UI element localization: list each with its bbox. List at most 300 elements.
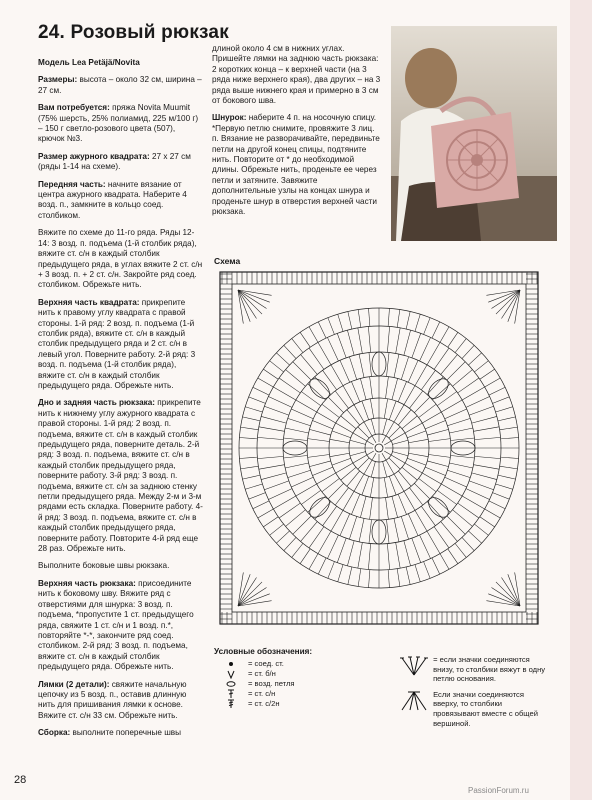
diagram-stitch bbox=[415, 365, 427, 386]
diagram-stitch bbox=[475, 437, 501, 439]
diagram-stitch bbox=[408, 360, 418, 382]
crochet-diagram bbox=[214, 266, 544, 630]
diagram-stitch bbox=[362, 401, 369, 420]
diagram-stitch bbox=[286, 510, 306, 527]
col1-paragraphs bbox=[38, 75, 203, 738]
paragraph-text: прикрепите нить к правому углу квадрата с правой стороны. 1-й ряд: 2 возд. п. подъема (1-й столбик ряда), вяжите ст. с/н в каждый столбик предыдущего ряда и 2 ст. с/н в левый угол. Поверните работу. 2-й ряд: 3 возд. п. подъема (1-й столбик ряда), вяжите ст. с/н в каждый столбик предыдущего ряда. Обрежьте нить. bbox=[38, 297, 196, 390]
diagram-stitch bbox=[359, 518, 364, 541]
diagram-stitch bbox=[500, 466, 518, 469]
instructions-column-1 bbox=[38, 58, 203, 746]
diagram-stitch bbox=[335, 488, 348, 505]
diagram-stitch bbox=[347, 541, 354, 566]
diagram-stitch bbox=[409, 391, 422, 408]
paragraph-heading: Размеры: bbox=[38, 75, 78, 85]
diagram-stitch bbox=[466, 489, 490, 500]
diagram-stitch bbox=[332, 431, 351, 438]
v-icon bbox=[214, 670, 248, 679]
page-title: 24. Розовый рюкзак bbox=[38, 22, 229, 43]
diagram-stitch bbox=[455, 543, 466, 557]
diagram-stitch bbox=[389, 401, 396, 420]
diagram-stitch bbox=[284, 456, 308, 459]
diagram-stitch bbox=[387, 326, 389, 352]
diagram-stitch bbox=[394, 474, 404, 491]
diagram-stitch bbox=[383, 462, 387, 477]
diagram-stitch bbox=[498, 475, 516, 479]
paragraph-heading: Лямки (2 детали): bbox=[38, 679, 110, 689]
diagram-stitch bbox=[404, 491, 415, 510]
diagram-stitch bbox=[449, 463, 472, 468]
corner-fan-stitch bbox=[486, 290, 520, 295]
diagram-stitch bbox=[284, 537, 296, 550]
paragraph bbox=[38, 152, 203, 173]
diagram-stitch bbox=[498, 417, 516, 421]
diagram-stitch bbox=[424, 562, 431, 579]
diagram-stitch bbox=[301, 392, 320, 406]
diagram-stitch bbox=[405, 463, 422, 473]
diagram-stitch bbox=[360, 496, 366, 517]
diagram-stitch bbox=[241, 466, 259, 469]
paragraph-heading: Сборка: bbox=[38, 728, 71, 738]
diagram-stitch bbox=[245, 484, 262, 489]
diagram-stitch bbox=[449, 428, 472, 433]
paragraph-text: выполните поперечные швы bbox=[70, 728, 182, 738]
diagram-stitch bbox=[440, 554, 449, 570]
diagram-stitch bbox=[264, 406, 288, 415]
diagram-stitch bbox=[309, 348, 324, 369]
diagram-stitch bbox=[253, 501, 269, 509]
diagram-stitch bbox=[296, 400, 317, 412]
diagram-stitch bbox=[437, 490, 456, 504]
diagram-stitch bbox=[493, 493, 510, 500]
diagram-stitch bbox=[474, 361, 488, 372]
diagram-stitch bbox=[328, 483, 344, 499]
paragraph-text: пряжа Novita Muumit (75% шерсть, 25% полиамид, 225 м/100 г) – 150 г светло-розового цвета (507), крючок №3. bbox=[38, 103, 199, 144]
oval-icon bbox=[214, 680, 248, 688]
diagram-stitch bbox=[392, 378, 398, 399]
paragraph-heading: Вам потребуется: bbox=[38, 103, 110, 113]
diagram-stitch bbox=[398, 494, 406, 514]
diagram-stitch bbox=[415, 314, 420, 331]
diagram-stitch bbox=[301, 522, 318, 542]
legend-item bbox=[214, 689, 394, 699]
legend-list bbox=[214, 659, 394, 709]
corner-fan-stitch bbox=[238, 290, 262, 314]
diagram-stitch bbox=[338, 565, 343, 582]
corner-fan-stitch bbox=[238, 582, 262, 606]
diagram-stitch bbox=[434, 348, 449, 369]
diagram-stitch bbox=[323, 506, 337, 525]
diagram-stitch bbox=[401, 357, 408, 380]
diagram-stitch bbox=[384, 441, 391, 445]
paragraph-text: Вяжите по схеме до 11-го ряда. Ряды 12-14: 3 возд. п. подъема (1-й столбик ряда), вяжите ст. с/н в каждый столбик предыдущего ряда, в углах вяжите 2 ст. с/н + 3 возд. п. + 2 ст. с/н. Закройте ряд соед. столбиком. Обрежьте нить. bbox=[38, 228, 203, 290]
diagram-stitch bbox=[485, 378, 501, 387]
paragraph bbox=[38, 398, 203, 554]
diagram-stitch bbox=[318, 531, 331, 554]
diagram-stitch bbox=[308, 439, 330, 442]
diagram-stitch bbox=[257, 456, 283, 458]
diagram-stitch bbox=[427, 531, 440, 554]
paragraph bbox=[38, 75, 203, 96]
paragraph-heading: Дно и задняя часть рюкзака: bbox=[38, 398, 156, 408]
diagram-stitch bbox=[468, 353, 481, 365]
diagram-stitch bbox=[397, 569, 400, 587]
diagram-stitch bbox=[328, 318, 335, 335]
diagram-stitch bbox=[420, 535, 431, 559]
diagram-stitch bbox=[349, 516, 356, 539]
diagram-stitch bbox=[475, 456, 501, 458]
paragraph-text: Выполните боковые швы рюкзака. bbox=[38, 561, 170, 571]
diagram-stitch bbox=[318, 322, 326, 338]
diagram-stitch bbox=[441, 355, 458, 375]
diagram-stitch bbox=[268, 396, 292, 407]
diagram-stitch bbox=[340, 360, 350, 382]
diagram-stitch bbox=[358, 458, 369, 469]
diagram-stitch bbox=[384, 399, 387, 419]
diagram-stitch bbox=[332, 458, 351, 465]
diagram-stitch bbox=[279, 378, 300, 393]
diagram-stitch bbox=[328, 397, 344, 413]
diagram-stitch bbox=[241, 427, 259, 430]
legend-text: = ст. с/2н bbox=[248, 699, 280, 708]
diagram-stitch bbox=[370, 498, 373, 520]
diagram-stitch bbox=[369, 520, 372, 544]
corner-fan-stitch bbox=[515, 290, 520, 324]
diagram-stitch bbox=[382, 453, 386, 460]
diagram-stitch bbox=[489, 501, 505, 509]
diagram-stitch bbox=[362, 476, 369, 495]
diagram-stitch bbox=[309, 461, 330, 467]
legend-note-text: Если значки соединяются вверху, то столбики провязывают вместе с общей вершиной. bbox=[433, 689, 538, 728]
diagram-stitch bbox=[293, 362, 311, 380]
diagram-stitch bbox=[336, 423, 353, 433]
diagram-stitch bbox=[338, 314, 343, 331]
diagram-stitch bbox=[386, 498, 389, 520]
diagram-stitch bbox=[474, 427, 500, 432]
diagram-stitch bbox=[406, 312, 410, 330]
diagram-stitch bbox=[253, 387, 269, 395]
diagram-stitch bbox=[466, 396, 490, 407]
diagram-stitch bbox=[354, 405, 364, 422]
diagram-stitch bbox=[360, 378, 366, 399]
diagram-stitch bbox=[335, 391, 348, 408]
diagram-stitch bbox=[318, 558, 326, 574]
photo-illustration bbox=[391, 26, 557, 241]
diagram-stitch bbox=[372, 436, 376, 443]
legend-text: = ст. б/н bbox=[248, 669, 276, 678]
diagram-stitch bbox=[273, 387, 296, 400]
diagram-stitch bbox=[291, 477, 313, 487]
diagram-stitch bbox=[384, 478, 387, 498]
diagram-stitch bbox=[393, 452, 408, 456]
paragraph bbox=[38, 728, 203, 738]
diagram-stitch bbox=[343, 386, 354, 405]
diagram-stitch bbox=[330, 439, 350, 442]
diagram-stitch bbox=[489, 387, 505, 395]
diagram-stitch bbox=[309, 554, 318, 570]
diagram-stitch bbox=[323, 370, 337, 389]
diagram-stitch bbox=[453, 370, 473, 387]
diagram-stitch bbox=[370, 377, 373, 399]
backpack-photo bbox=[391, 26, 557, 241]
diagram-stitch bbox=[404, 330, 411, 355]
diagram-stitch bbox=[462, 387, 485, 400]
diagram-stitch bbox=[447, 516, 465, 534]
diagram-stitch bbox=[343, 491, 354, 510]
diagram-stitch bbox=[331, 510, 343, 531]
diagram-stitch bbox=[292, 543, 303, 557]
diagram-stitch bbox=[388, 308, 389, 326]
diagram-stitch bbox=[447, 418, 470, 425]
diagram-stitch bbox=[432, 558, 440, 574]
diagram-stitch bbox=[386, 422, 394, 436]
paragraph-text: присоедините нить к боковому шву. Вяжите ряд с отверстиями для шнурка: 3 возд. п. подъема, *пропустите 1 ст. предыдущего ряда, свяжите 1 ст. с/н и 1 возд. п.*, повторяйте *-*, закончите ряд соед. столбиком. 2-й ряд: 3 возд. п. подъема, вяжите ст. с/н в каждый столбик предыдущего ряда. Обрежьте нить. bbox=[38, 578, 194, 672]
diagram-stitch bbox=[414, 483, 430, 499]
diagram-stitch bbox=[372, 453, 376, 460]
paragraph-text: длиной около 4 см в нижних углах. Пришейте лямки на заднюю часть рюкзака: 2 коротких конца – к верхней части (на 3 ряда ниже верхнего края), два других – на 3 ряда выше нижнего края и примерно в 3 см от бокового шва. bbox=[212, 44, 381, 106]
diagram-stitch bbox=[391, 455, 405, 463]
paragraph-heading: Размер ажурного квадрата: bbox=[38, 151, 150, 161]
diagram-stitch bbox=[358, 427, 369, 438]
diagram-stitch bbox=[472, 473, 497, 480]
diagram-stitch bbox=[451, 438, 475, 441]
diagram-stitch bbox=[288, 418, 311, 425]
diagram-stitch bbox=[453, 510, 473, 527]
double-crochet-icon bbox=[214, 699, 248, 709]
diagram-stitch bbox=[407, 458, 426, 465]
legend-note-text: = если значки соединяются внизу, то столбики вяжут в одну петлю основания. bbox=[433, 655, 546, 684]
diagram-stitch bbox=[412, 333, 421, 357]
diagram-stitch bbox=[239, 438, 257, 439]
diagram-stitch bbox=[308, 455, 330, 458]
diagram-stitch bbox=[273, 496, 296, 509]
diagram-stitch bbox=[383, 419, 387, 434]
paragraph-text: свяжите начальную цепочку из 5 возд. п., оставив длинную нить для пришивания лямки к основе. Вяжите ст. с/н 33 см. Обрежьте нить. bbox=[38, 679, 187, 720]
diagram-stitch bbox=[404, 541, 411, 566]
paragraph-text: наберите 4 п. на носочную спицу. *Первую петлю снимите, провяжите 3 лиц. п. Вязание не разворачивайте, передвиньте петли на другой конец спицы, подтяните нить. Повторите от * до необходимой длины. Обрежьте нить, проденьте ее через петли и затяните. Завяжите дополнительные узлы на концах шнура и проденьте шнур в отверстия верхней части рюкзака. bbox=[212, 113, 380, 217]
diagram-stitch bbox=[261, 416, 286, 423]
diagram-stitch bbox=[293, 516, 311, 534]
diagram-stitch bbox=[405, 423, 422, 433]
page-number: 28 bbox=[14, 774, 27, 786]
diagram-stitch bbox=[447, 470, 470, 477]
diagram-stitch bbox=[358, 543, 363, 569]
paragraph-heading: Верхняя часть рюкзака: bbox=[38, 578, 136, 588]
diagram-stitch bbox=[387, 520, 390, 544]
diagram-stitch bbox=[419, 478, 436, 491]
diagram-stitch bbox=[393, 440, 408, 444]
corner-fan-stitch bbox=[238, 290, 272, 295]
diagram-stitch bbox=[350, 452, 365, 456]
diagram-stitch bbox=[364, 460, 372, 474]
diagram-stitch bbox=[358, 569, 361, 587]
paragraph-text: 27 х 27 см (ряды 1-14 на схеме). bbox=[38, 151, 191, 172]
diagram-stitch bbox=[493, 397, 510, 404]
legend-notes bbox=[398, 655, 548, 734]
diagram-stitch bbox=[387, 544, 389, 570]
corner-fan-stitch bbox=[496, 290, 520, 314]
diagram-stitch bbox=[249, 493, 266, 500]
diagram-stitch bbox=[396, 328, 401, 354]
diagram-stitch bbox=[401, 516, 408, 539]
diagram-stitch bbox=[480, 517, 495, 527]
paragraph bbox=[212, 44, 382, 106]
diagram-stitch bbox=[480, 369, 495, 379]
diagram-stitch bbox=[300, 332, 310, 347]
diagram-stitch bbox=[285, 463, 308, 468]
diagram-stitch bbox=[258, 378, 274, 387]
diagram-stitch bbox=[409, 439, 429, 442]
diagram-stitch bbox=[425, 420, 445, 428]
joined-top-icon bbox=[398, 690, 433, 717]
diagram-stitch bbox=[458, 378, 479, 393]
diagram-stitch bbox=[292, 339, 303, 353]
diagram-stitch bbox=[351, 381, 359, 401]
paragraph-heading: Шнурок: bbox=[212, 113, 247, 123]
diagram-stitch bbox=[291, 409, 313, 419]
diagram-stitch bbox=[349, 357, 356, 380]
diagram-stitch bbox=[358, 328, 363, 354]
corner-fan-stitch bbox=[496, 582, 520, 606]
diagram-stitch bbox=[386, 377, 389, 399]
diagram-stitch bbox=[300, 549, 310, 564]
diagram-stitch bbox=[261, 473, 286, 480]
paragraph bbox=[38, 561, 203, 571]
diagram-stitch bbox=[387, 353, 390, 377]
paragraph bbox=[38, 579, 203, 673]
diagram-stitch bbox=[415, 510, 427, 531]
diagram-stitch bbox=[263, 369, 278, 379]
corner-fan-stitch bbox=[238, 601, 272, 606]
diagram-stitch bbox=[496, 407, 513, 412]
legend-item bbox=[214, 659, 394, 669]
paragraph bbox=[38, 180, 203, 222]
diagram-stitch bbox=[276, 531, 289, 543]
diagram-stitch bbox=[327, 337, 338, 361]
diagram-stitch bbox=[367, 451, 374, 455]
diagram-stitch bbox=[249, 397, 266, 404]
diagram-stitch bbox=[337, 538, 346, 562]
diagram-stitch bbox=[447, 362, 465, 380]
diagram-stitch bbox=[330, 453, 350, 456]
diagram-stitch bbox=[351, 494, 359, 514]
paragraph bbox=[212, 113, 382, 217]
diagram-stitch bbox=[389, 458, 400, 469]
diagram-stitch bbox=[322, 478, 339, 491]
diagram-stitch bbox=[398, 381, 406, 401]
diagram-stitch bbox=[389, 427, 400, 438]
diagram-stitch bbox=[394, 518, 399, 541]
diagram-stitch bbox=[318, 342, 331, 365]
diagram-stitch bbox=[474, 524, 488, 535]
diagram-stitch bbox=[391, 433, 405, 441]
diagram-stitch bbox=[414, 397, 430, 413]
diagram-stitch bbox=[397, 310, 400, 328]
diagram-stitch bbox=[309, 327, 318, 343]
legend-note bbox=[398, 655, 548, 684]
diagram-stitch bbox=[422, 473, 441, 484]
diagram-stitch bbox=[396, 543, 401, 569]
paragraph-text: высота – около 32 см, ширина – 27 см. bbox=[38, 75, 202, 95]
diagram-stitch bbox=[462, 345, 474, 358]
diagram-stitch bbox=[384, 451, 391, 455]
diagram-stitch bbox=[441, 400, 462, 412]
diagram-stitch bbox=[368, 326, 370, 352]
dot-icon bbox=[214, 660, 248, 668]
diagram-stitch bbox=[382, 436, 386, 443]
diagram-stitch bbox=[445, 409, 467, 419]
diagram-stitch bbox=[371, 462, 375, 477]
diagram-stitch bbox=[370, 478, 373, 498]
diagram-stitch bbox=[364, 422, 372, 436]
corner-fan-stitch bbox=[515, 572, 520, 606]
diagram-stitch bbox=[394, 405, 404, 422]
diagram-stitch bbox=[268, 489, 292, 500]
diagram-stitch bbox=[427, 461, 448, 467]
diagram-stitch bbox=[440, 327, 449, 343]
diagram-stitch bbox=[420, 337, 431, 361]
diagram-stitch bbox=[336, 463, 353, 473]
diagram-stitch bbox=[501, 457, 519, 458]
diagram-stitch bbox=[264, 481, 288, 490]
diagram-stitch bbox=[312, 467, 332, 475]
model-credit: Модель Lea Petäjä/Novita bbox=[38, 58, 140, 67]
legend-item bbox=[214, 699, 394, 709]
legend-title: Условные обозначения: bbox=[214, 647, 313, 656]
single-crochet-icon bbox=[214, 689, 248, 699]
diagram-stitch bbox=[286, 370, 306, 387]
diagram-stitch bbox=[451, 456, 475, 459]
diagram-stitch bbox=[257, 437, 283, 439]
diagram-stitch bbox=[317, 412, 336, 423]
diagram-stitch bbox=[409, 488, 422, 505]
legend-note bbox=[398, 690, 548, 728]
diagram-stitch bbox=[421, 506, 435, 525]
legend-item bbox=[214, 669, 394, 679]
diagram-stitch bbox=[455, 339, 466, 353]
diagram-stitch bbox=[462, 496, 485, 509]
diagram-stitch bbox=[258, 509, 274, 518]
diagram-stitch bbox=[358, 310, 361, 328]
diagram-stitch bbox=[485, 509, 501, 518]
diagram-stitch bbox=[415, 565, 420, 582]
diagram-stitch bbox=[371, 419, 375, 434]
diagram-stitch bbox=[458, 503, 479, 518]
diagram-stitch bbox=[367, 441, 374, 445]
paragraph-text: прикрепите нить к нижнему углу ажурного квадрата с правой стороны. 1-й ряд: 2 возд. п. подъема, вяжите ст. с/н в каждый столбик предыдущего ряда, поверните деталь. 2-й ряд: 3 возд. п. подъема, вяжите ст. с/н в каждый столбик предыдущего ряда, поверните работу. 3-й ряд: 3 возд. п. подъема, вяжите ст. с/н за заднюю стенку петли предыдущего ряда. Между 2-м и 3-м рядами есть складка. Поверните работу. 4-й ряд: 3 возд. п. подъема, вяжите ст. с/н в каждый столбик предыдущего ряда, поверните работу. Повторите 4-й ряд еще 28 раз. Обрежьте нить. bbox=[38, 398, 203, 554]
diagram-stitch bbox=[327, 535, 338, 559]
diagram-stitch bbox=[427, 429, 448, 435]
schema-label: Схема bbox=[214, 256, 241, 266]
diagram-stitch bbox=[392, 496, 398, 517]
diagram-stitch bbox=[370, 399, 373, 419]
diagram-stitch bbox=[263, 517, 278, 527]
diagram-stitch bbox=[359, 354, 364, 377]
diagram-stitch bbox=[369, 570, 370, 588]
diagram-stitch bbox=[322, 404, 339, 417]
diagram-stitch bbox=[328, 562, 335, 579]
diagram-stitch bbox=[388, 570, 389, 588]
watermark: PassionForum.ru bbox=[468, 786, 529, 795]
diagram-stitch bbox=[347, 330, 354, 355]
diagram-stitch bbox=[469, 406, 493, 415]
diagram-stitch bbox=[448, 549, 458, 564]
diagram-stitch bbox=[312, 420, 332, 428]
diagram-stitch bbox=[353, 455, 367, 463]
diagram-stitch bbox=[500, 427, 518, 430]
diagram-stitch bbox=[337, 333, 346, 357]
diagram-stitch bbox=[270, 361, 284, 372]
diagram-stitch bbox=[353, 433, 367, 441]
